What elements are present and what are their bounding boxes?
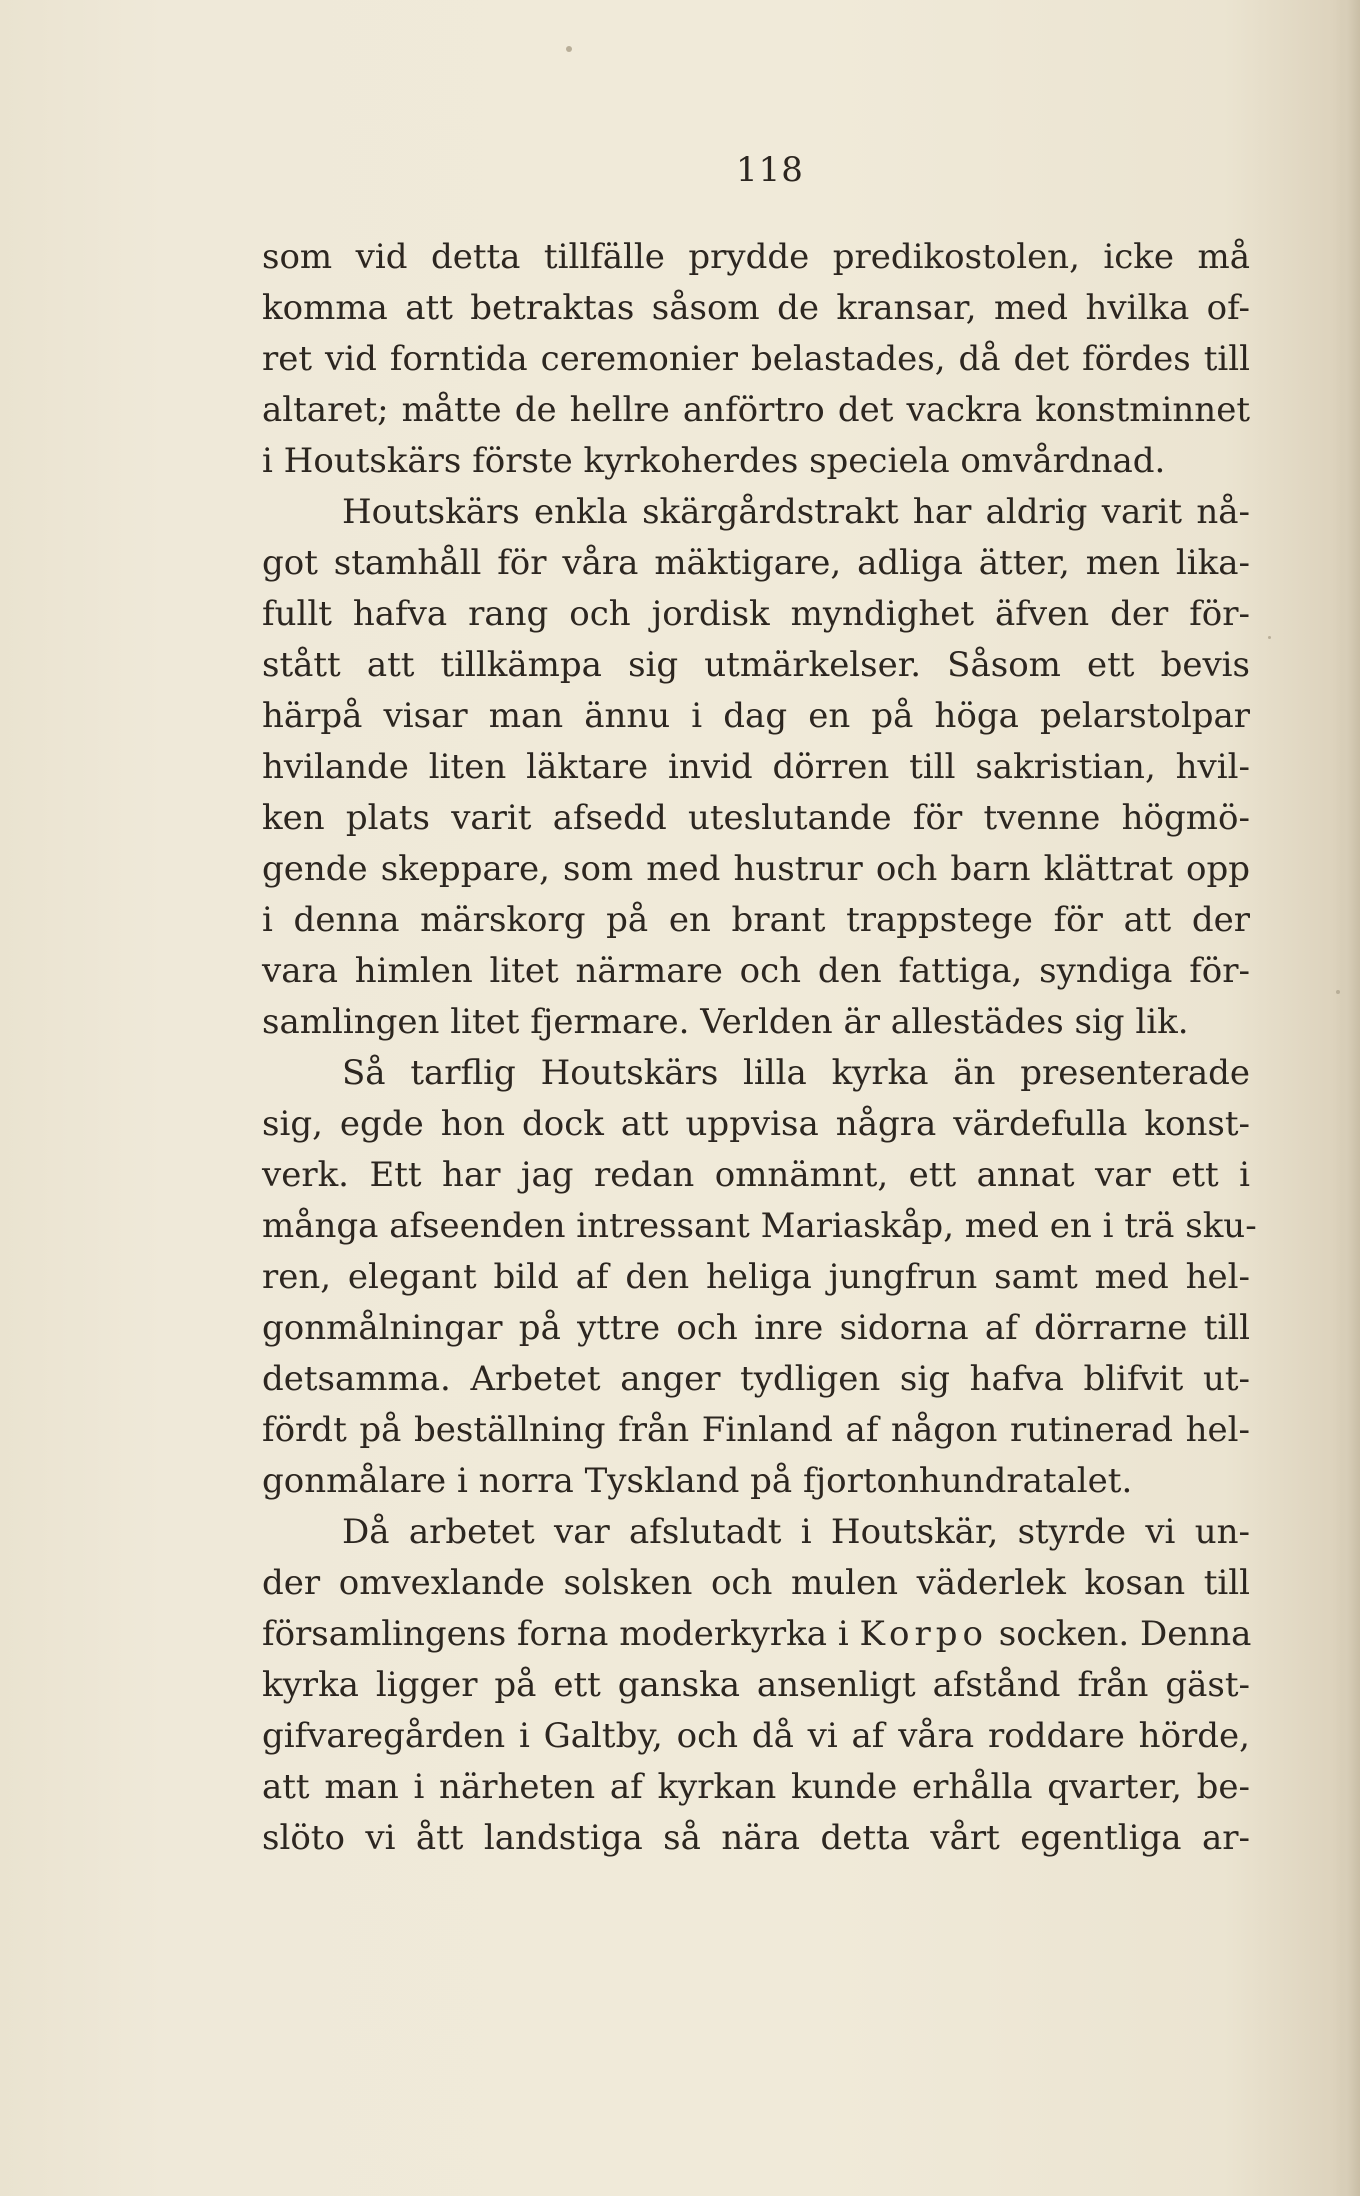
text-line: fullt hafva rang och jordisk myndighet äfven der för- [262,594,1250,634]
page-number: 118 [736,150,804,190]
text-line: ren, elegant bild af den heliga jungfrun samt med hel- [262,1257,1250,1297]
text-line: ret vid forntida ceremonier belastades, då det fördes till [262,339,1250,379]
paper-speck [1268,636,1271,639]
text-fragment: socken. Denna [998,1614,1252,1654]
body-text [262,232,1257,1864]
text-line: många afseenden intressant Mariaskåp, med en i trä sku- [262,1206,1257,1246]
text-line: fördt på beställning från Finland af någon rutinerad hel- [262,1410,1250,1450]
text-line: vara himlen litet närmare och den fattiga, syndiga för- [262,951,1250,991]
text-line: got stamhåll för våra mäktigare, adliga ätter, men lika- [262,543,1250,583]
text-line: der omvexlande solsken och mulen väderlek kosan till [262,1563,1250,1603]
text-line: som vid detta tillfälle prydde predikostolen, icke må [262,237,1250,277]
text-line: härpå visar man ännu i dag en på höga pelarstolpar [262,696,1250,736]
paragraph-start-line: Houtskärs enkla skärgårdstrakt har aldrig varit nå- [342,492,1250,532]
text-line: stått att tillkämpa sig utmärkelser. Såsom ett bevis [262,645,1250,685]
text-line: verk. Ett har jag redan omnämnt, ett annat var ett i [262,1155,1250,1195]
text-line: att man i närheten af kyrkan kunde erhålla qvarter, be- [262,1767,1250,1807]
page-edge-shadow [1338,0,1360,2196]
text-line: komma att betraktas såsom de kransar, med hvilka of- [262,288,1250,328]
paper-speck [566,46,572,52]
text-line: samlingen litet fjermare. Verlden är allestädes sig lik. [262,1002,1189,1042]
text-line: detsamma. Arbetet anger tydligen sig hafva blifvit ut- [262,1359,1250,1399]
text-line [262,1609,1250,1660]
text-line: sig, egde hon dock att uppvisa några värdefulla konst- [262,1104,1250,1144]
text-fragment: församlingens forna moderkyrka i [262,1614,849,1654]
text-line: gende skeppare, som med hustrur och barn klättrat opp [262,849,1250,889]
text-line: gonmålare i norra Tyskland på fjortonhundratalet. [262,1461,1133,1501]
text-line: hvilande liten läktare invid dörren till sakristian, hvil- [262,747,1250,787]
text-line: ken plats varit afsedd uteslutande för tvenne högmö- [262,798,1250,838]
spaced-place-name: Korpo [859,1614,988,1654]
text-line: i denna märskorg på en brant trappstege för att der [262,900,1250,940]
paragraph-start-line: Då arbetet var afslutadt i Houtskär, styrde vi un- [342,1512,1250,1552]
text-line: altaret; måtte de hellre anförtro det vackra konstminnet [262,390,1250,430]
paragraph-start-line: Så tarflig Houtskärs lilla kyrka än presenterade [342,1053,1250,1093]
text-line: kyrka ligger på ett ganska ansenligt afstånd från gäst- [262,1665,1250,1705]
text-line: slöto vi ått landstiga så nära detta vårt egentliga ar- [262,1818,1250,1858]
paper-speck [1336,990,1340,994]
text-line: gonmålningar på yttre och inre sidorna af dörrarne till [262,1308,1250,1348]
text-line: gifvaregården i Galtby, och då vi af våra roddare hörde, [262,1716,1250,1756]
text-line: i Houtskärs förste kyrkoherdes speciela omvårdnad. [262,441,1166,481]
